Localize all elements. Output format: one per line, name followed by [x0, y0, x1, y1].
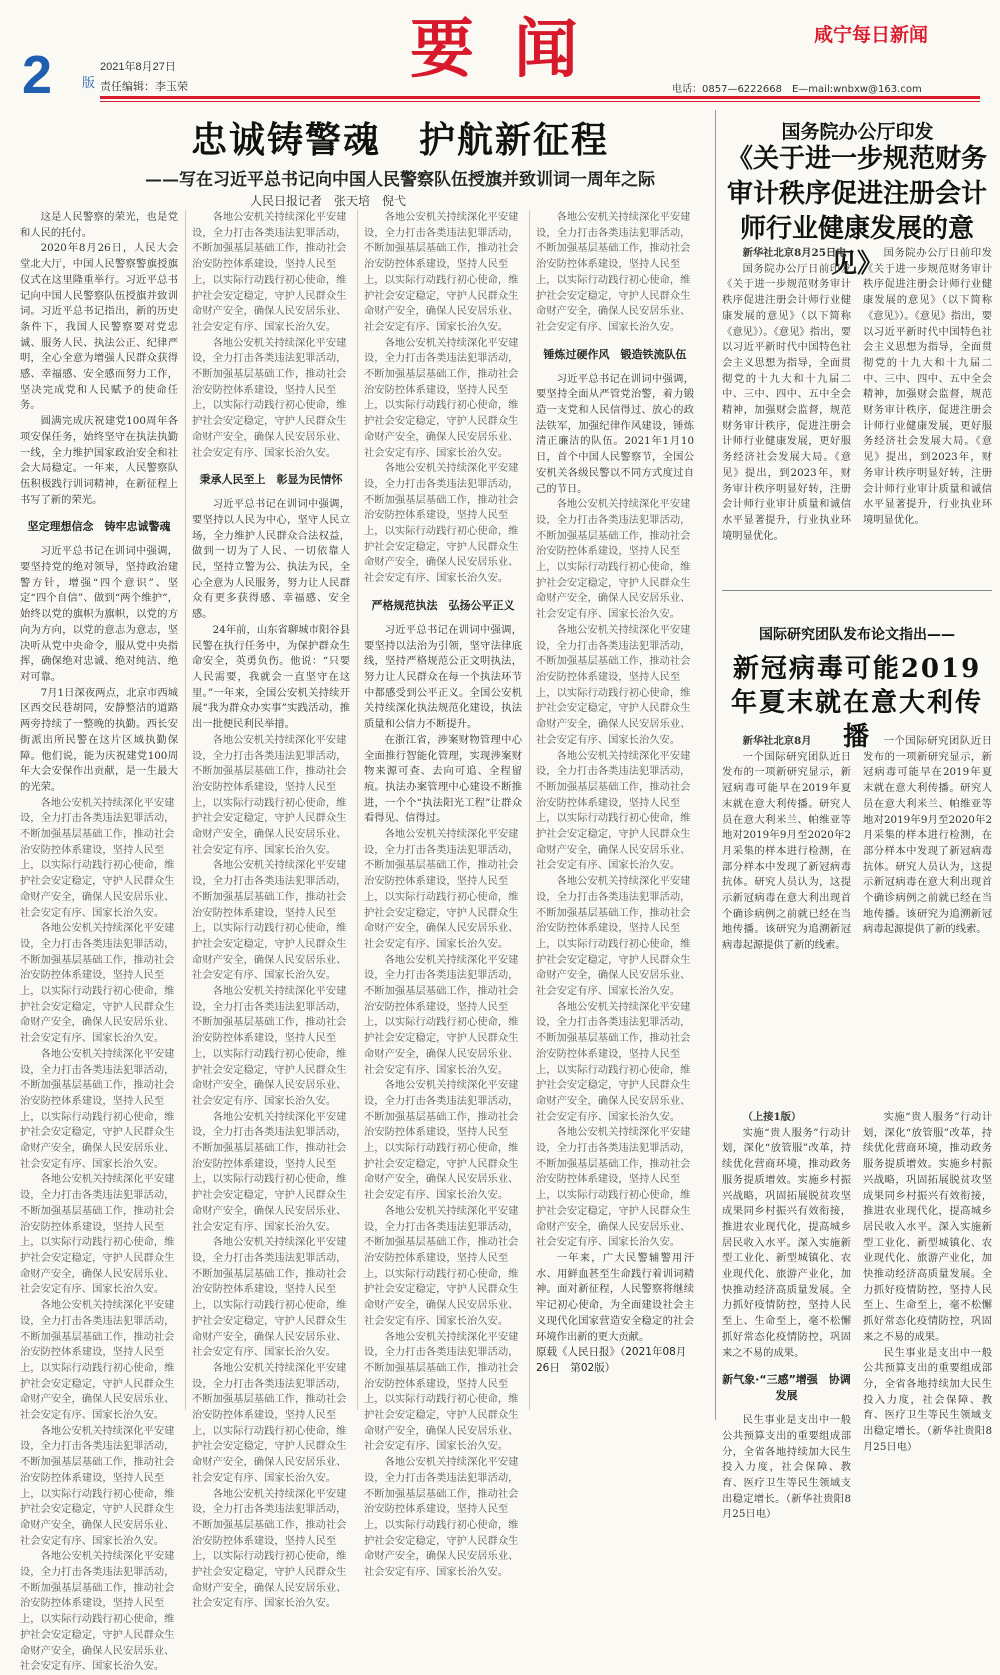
- paragraph: 各地公安机关持续深化平安建设，全力打击各类违法犯罪活动，不断加强基层基础工作，推动社会治安防控体系建设，坚持人民至上，以实际行动践行初心使命，维护社会安定稳定，守护人民群众生命财产安全，确保人民安居乐业、社会安定有序、国家长治久安。: [192, 211, 347, 333]
- paragraph: 习近平总书记在训词中强调，要坚持党的绝对领导，坚持政治建警方针，增强“四个意识”、坚定“四个自信”、做到“两个维护”，始终以党的旗帜为旗帜，以党的方向为方向，以党的意志为意志，坚决听从党中央命令，服从党中央指挥，确保绝对忠诚、绝对纯洁、绝对可靠。: [20, 545, 178, 683]
- masthead-rule: [100, 96, 980, 99]
- article-column-4: [536, 210, 694, 1410]
- paragraph: 各地公安机关持续深化平安建设，全力打击各类违法犯罪活动，不断加强基层基础工作，推动社会治安防控体系建设，坚持人民至上，以实际行动践行初心使命，维护社会安定稳定，守护人民群众生命财产安全，确保人民安居乐业、社会安定有序、国家长治久安。: [192, 1487, 347, 1610]
- byline: 人民日报记者 张天培 倪弋: [250, 194, 407, 208]
- paragraph: 各地公安机关持续深化平安建设，全力打击各类违法犯罪活动，不断加强基层基础工作，推动社会治安防控体系建设，坚持人民至上，以实际行动践行初心使命，维护社会安定稳定，守护人民群众生命财产安全，确保人民安居乐业、社会安定有序、国家长治久安。: [20, 922, 175, 1045]
- section-heading: 新气象·“三感”增强 协调发展: [722, 1373, 851, 1403]
- article-column: [863, 246, 992, 578]
- article-column: [722, 734, 851, 1099]
- paragraph: 各地公安机关持续深化平安建设，全力打击各类违法犯罪活动，不断加强基层基础工作，推动社会治安防控体系建设，坚持人民至上，以实际行动践行初心使命，维护社会安定稳定，守护人民群众生命财产安全，确保人民安居乐业、社会安定有序、国家长治久安。: [536, 1126, 691, 1249]
- continuation-label: （上接1版）: [742, 1111, 802, 1123]
- paragraph: 习近平总书记在训词中强调，要坚持以法治为引领，坚守法律底线，坚持严格规范公正文明执法，努力让人民群众在每一个执法环节中都感受到公平正义。全国公安机关持续深化执法规范化建设，执法质量和公信力不断提升。: [364, 623, 522, 731]
- paragraph: 各地公安机关持续深化平安建设，全力打击各类违法犯罪活动，不断加强基层基础工作，推动社会治安防控体系建设，坚持人民至上，以实际行动践行初心使命，维护社会安定稳定，守护人民群众生命财产安全，确保人民安居乐业、社会安定有序、国家长治久安。: [20, 1424, 175, 1547]
- article-column: [722, 246, 851, 578]
- paragraph: 各地公安机关持续深化平安建设，全力打击各类违法犯罪活动，不断加强基层基础工作，推动社会治安防控体系建设，坚持人民至上，以实际行动践行初心使命，维护社会安定稳定，守护人民群众生命财产安全，确保人民安居乐业、社会安定有序、国家长治久安。: [364, 462, 519, 585]
- paragraph: 各地公安机关持续深化平安建设，全力打击各类违法犯罪活动，不断加强基层基础工作，推动社会治安防控体系建设，坚持人民至上，以实际行动践行初心使命，维护社会安定稳定，守护人民群众生命财产安全，确保人民安居乐业、社会安定有序、国家长治久安。: [536, 875, 691, 998]
- paragraph: 各地公安机关持续深化平安建设，全力打击各类违法犯罪活动，不断加强基层基础工作，推动社会治安防控体系建设，坚持人民至上，以实际行动践行初心使命，维护社会安定稳定，守护人民群众生命财产安全，确保人民安居乐业、社会安定有序、国家长治久安。: [364, 828, 519, 950]
- paragraph: 各地公安机关持续深化平安建设，全力打击各类违法犯罪活动，不断加强基层基础工作，推动社会治安防控体系建设，坚持人民至上，以实际行动践行初心使命，维护社会安定稳定，守护人民群众生命财产安全，确保人民安居乐业、社会安定有序、国家长治久安。: [192, 859, 347, 982]
- article-separator: [722, 590, 992, 591]
- article-column-1: [20, 210, 178, 1673]
- column-rule: [357, 210, 358, 1410]
- paragraph: 一个国际研究团队近日发布的一项新研究显示，新冠病毒可能早在2019年夏末就在意大利传播。研究人员在意大利米兰、帕维亚等地对2019年9月至2020年2月采集的样本进行检测，在部分样本中发现了新冠病毒抗体。研究人员认为，这提示新冠病毒在意大利出现首个确诊病例之前就已经在当地传播。该研究为追溯新冠病毒起源提供了新的线索。: [863, 735, 992, 936]
- article-kicker: 国务院办公厅印发: [781, 121, 934, 143]
- article-body: [722, 246, 992, 578]
- paragraph: 各地公安机关持续深化平安建设，全力打击各类违法犯罪活动，不断加强基层基础工作，推动社会治安防控体系建设，坚持人民至上，以实际行动践行初心使命，维护社会安定稳定，守护人民群众生命财产安全，确保人民安居乐业、社会安定有序、国家长治久安。: [364, 953, 519, 1076]
- paragraph: 各地公安机关持续深化平安建设，全力打击各类违法犯罪活动，不断加强基层基础工作，推动社会治安防控体系建设，坚持人民至上，以实际行动践行初心使命，维护社会安定稳定，守护人民群众生命财产安全，确保人民安居乐业、社会安定有序、国家长治久安。: [192, 1361, 347, 1484]
- dateline: 新华社北京8月25日电: [742, 247, 847, 259]
- masthead-rule-thin: [100, 101, 980, 102]
- column-rule: [185, 210, 186, 1410]
- paragraph: 各地公安机关持续深化平安建设，全力打击各类违法犯罪活动，不断加强基层基础工作，推动社会治安防控体系建设，坚持人民至上，以实际行动践行初心使命，维护社会安定稳定，守护人民群众生命财产安全，确保人民安居乐业、社会安定有序、国家长治久安。: [364, 1079, 519, 1202]
- paragraph: 圆满完成庆祝建党100周年各项安保任务，始终坚守在执法执勤一线，全力维护国家政治安全和社会大局稳定。一年来，人民警察队伍积极践行训词精神，在新征程上书写了新的荣光。: [20, 415, 178, 506]
- paragraph: 各地公安机关持续深化平安建设，全力打击各类违法犯罪活动，不断加强基层基础工作，推动社会治安防控体系建设，坚持人民至上，以实际行动践行初心使命，维护社会安定稳定，守护人民群众生命财产安全，确保人民安居乐业、社会安定有序、国家长治久安。: [364, 1456, 519, 1579]
- paragraph: 各地公安机关持续深化平安建设，全力打击各类违法犯罪活动，不断加强基层基础工作，推动社会治安防控体系建设，坚持人民至上，以实际行动践行初心使命，维护社会安定稳定，守护人民群众生命财产安全，确保人民安居乐业、社会安定有序、国家长治久安。: [536, 1000, 691, 1123]
- section-heading: 坚定理想信念 铸牢忠诚警魂: [27, 520, 171, 534]
- paragraph: 各地公安机关持续深化平安建设，全力打击各类违法犯罪活动，不断加强基层基础工作，推动社会治安防控体系建设，坚持人民至上，以实际行动践行初心使命，维护社会安定稳定，守护人民群众生命财产安全，确保人民安居乐业、社会安定有序、国家长治久安。: [192, 1110, 347, 1233]
- paragraph: 实施“贵人服务”行动计划，深化“放管服”改革，持续优化营商环境，推动政务服务提质增效。实施乡村振兴战略，巩固拓展脱贫攻坚成果同乡村振兴有效衔接，推进农业现代化，提高城乡居民收入水平。深入实施新型工业化、新型城镇化、农业现代化、旅游产业化，加快推动经济高质量发展。全力抓好疫情防控，坚持人民至上、生命至上，毫不松懈抓好常态化疫情防控，巩固来之不易的成果。: [863, 1111, 992, 1343]
- article-kicker: 国际研究团队发布论文指出——: [759, 627, 955, 643]
- paragraph: 实施“贵人服务”行动计划，深化“放管服”改革，持续优化营商环境，推动政务服务提质增效。实施乡村振兴战略，巩固拓展脱贫攻坚成果同乡村振兴有效衔接，推进农业现代化，提高城乡居民收入水平。深入实施新型工业化、新型城镇化、农业现代化、旅游产业化，加快推动经济高质量发展。全力抓好疫情防控，坚持人民至上、生命至上，毫不松懈抓好常态化疫情防控，巩固来之不易的成果。: [722, 1126, 851, 1359]
- article-column-2: [192, 210, 350, 1610]
- paragraph: 各地公安机关持续深化平安建设，全力打击各类违法犯罪活动，不断加强基层基础工作，推动社会治安防控体系建设，坚持人民至上，以实际行动践行初心使命，维护社会安定稳定，守护人民群众生命财产安全，确保人民安居乐业、社会安定有序、国家长治久安。: [536, 623, 691, 746]
- article-headline: 《关于进一步规范财务审计秩序促进注册会计师行业健康发展的意见》: [726, 144, 987, 279]
- article-column: [722, 1110, 851, 1521]
- paragraph: 7月1日深夜两点，北京市西城区西交民巷胡同，安静整洁的道路两旁持续了一整晚的执勤。西长安街派出所民警在这片区域执勤保障。他们说，能为庆祝建党100周年大会安保作出贡献，是一生最大的光荣。: [20, 686, 178, 793]
- paragraph: 国务院办公厅日前印发《关于进一步规范财务审计秩序促进注册会计师行业健康发展的意见》（以下简称《意见》）。《意见》指出，要以习近平新时代中国特色社会主义思想为指导，全面贯彻党的十九大和十九届二中、三中、四中、五中全会精神，加强财会监督，规范财务审计秩序，促进注册会计师行业健康发展，更好服务经济社会发展大局。《意见》提出，到2023年，财务审计秩序明显好转，注册会计师行业审计质量和诚信水平显著提升，行业执业环境明显优化。: [863, 247, 992, 526]
- article-headline: 新冠病毒可能2019年夏末就在意大利传播: [730, 654, 983, 752]
- article-body: [722, 1110, 992, 1521]
- paragraph: 各地公安机关持续深化平安建设，全力打击各类违法犯罪活动，不断加强基层基础工作，推动社会治安防控体系建设，坚持人民至上，以实际行动践行初心使命，维护社会安定稳定，守护人民群众生命财产安全，确保人民安居乐业、社会安定有序、国家长治久安。: [536, 211, 691, 333]
- dateline: 新华社北京8月: [742, 735, 812, 747]
- paragraph: 各地公安机关持续深化平安建设，全力打击各类违法犯罪活动，不断加强基层基础工作，推动社会治安防控体系建设，坚持人民至上，以实际行动践行初心使命，维护社会安定稳定，守护人民群众生命财产安全，确保人民安居乐业、社会安定有序、国家长治久安。: [364, 211, 519, 333]
- issue-date: 2021年8月27日: [100, 61, 176, 73]
- paragraph: 各地公安机关持续深化平安建设，全力打击各类违法犯罪活动，不断加强基层基础工作，推动社会治安防控体系建设，坚持人民至上，以实际行动践行初心使命，维护社会安定稳定，守护人民群众生命财产安全，确保人民安居乐业、社会安定有序、国家长治久安。: [20, 796, 175, 919]
- paragraph: 各地公安机关持续深化平安建设，全力打击各类违法犯罪活动，不断加强基层基础工作，推动社会治安防控体系建设，坚持人民至上，以实际行动践行初心使命，维护社会安定稳定，守护人民群众生命财产安全，确保人民安居乐业、社会安定有序、国家长治久安。: [364, 336, 519, 459]
- paragraph: 24年前，山东省聊城市阳谷县民警在执行任务中，为保护群众生命安全，英勇负伤。他说：“只要人民需要，我就会一直坚守在这里。”一年来，全国公安机关持续开展“我为群众办实事”实践活动，推出一批便民利民举措。: [192, 623, 350, 731]
- paper-name: 咸宁每日新闻: [814, 24, 929, 46]
- section-title: 要闻: [410, 12, 618, 87]
- paragraph: 各地公安机关持续深化平安建设，全力打击各类违法犯罪活动，不断加强基层基础工作，推动社会治安防控体系建设，坚持人民至上，以实际行动践行初心使命，维护社会安定稳定，守护人民群众生命财产安全，确保人民安居乐业、社会安定有序、国家长治久安。: [536, 498, 691, 621]
- article-body: [722, 734, 992, 1099]
- main-subheadline: ——写在习近平总书记向中国人民警察队伍授旗并致训词一周年之际: [145, 170, 655, 190]
- article-column: [863, 1110, 992, 1453]
- editor-line: 责任编辑：李玉荣: [100, 80, 188, 93]
- paragraph: 各地公安机关持续深化平安建设，全力打击各类违法犯罪活动，不断加强基层基础工作，推动社会治安防控体系建设，坚持人民至上，以实际行动践行初心使命，维护社会安定稳定，守护人民群众生命财产安全，确保人民安居乐业、社会安定有序、国家长治久安。: [192, 733, 347, 856]
- article-column: [863, 734, 992, 1099]
- paragraph: 各地公安机关持续深化平安建设，全力打击各类违法犯罪活动，不断加强基层基础工作，推动社会治安防控体系建设，坚持人民至上，以实际行动践行初心使命，维护社会安定稳定，守护人民群众生命财产安全，确保人民安居乐业、社会安定有序、国家长治久安。: [536, 749, 691, 872]
- paragraph: 各地公安机关持续深化平安建设，全力打击各类违法犯罪活动，不断加强基层基础工作，推动社会治安防控体系建设，坚持人民至上，以实际行动践行初心使命，维护社会安定稳定，守护人民群众生命财产安全，确保人民安居乐业、社会安定有序、国家长治久安。: [20, 1299, 175, 1422]
- paragraph: 民生事业是支出中一般公共预算支出的重要组成部分，全省各地持续加大民生投入力度，社会保障、教育、医疗卫生等民生领域支出稳定增长。（新华社贵阳8月25日电）: [863, 1346, 992, 1453]
- article-column-3: [364, 210, 522, 1579]
- main-headline: 忠诚铸警魂 护航新征程: [190, 119, 609, 161]
- page-number: 2: [22, 45, 53, 105]
- paragraph: 各地公安机关持续深化平安建设，全力打击各类违法犯罪活动，不断加强基层基础工作，推动社会治安防控体系建设，坚持人民至上，以实际行动践行初心使命，维护社会安定稳定，守护人民群众生命财产安全，确保人民安居乐业、社会安定有序、国家长治久安。: [364, 1204, 519, 1327]
- paragraph: 2020年8月26日，人民大会堂北大厅，中国人民警察警旗授旗仪式在这里隆重举行。习近平总书记向中国人民警察队伍授旗并致训词。习近平总书记指出，新的历史条件下，我国人民警察要对党忠诚、服务人民、执法公正、纪律严明，全心全意为增强人民群众获得感、幸福感、安全感而努力工作，坚决完成党和人民赋予的使命任务。: [20, 242, 178, 412]
- paragraph: 各地公安机关持续深化平安建设，全力打击各类违法犯罪活动，不断加强基层基础工作，推动社会治安防控体系建设，坚持人民至上，以实际行动践行初心使命，维护社会安定稳定，守护人民群众生命财产安全，确保人民安居乐业、社会安定有序、国家长治久安。: [192, 985, 347, 1107]
- paragraph: 各地公安机关持续深化平安建设，全力打击各类违法犯罪活动，不断加强基层基础工作，推动社会治安防控体系建设，坚持人民至上，以实际行动践行初心使命，维护社会安定稳定，守护人民群众生命财产安全，确保人民安居乐业、社会安定有序、国家长治久安。: [192, 336, 347, 459]
- paragraph: 各地公安机关持续深化平安建设，全力打击各类违法犯罪活动，不断加强基层基础工作，推动社会治安防控体系建设，坚持人民至上，以实际行动践行初心使命，维护社会安定稳定，守护人民群众生命财产安全，确保人民安居乐业、社会安定有序、国家长治久安。: [192, 1236, 347, 1359]
- contact-line: 电话：0857—6222668 E—mail:wnbxw@163.com: [672, 84, 922, 95]
- section-heading: 秉承人民至上 彰显为民情怀: [199, 473, 343, 487]
- paragraph: 在浙江省，涉案财物管理中心全面推行智能化管理，实现涉案财物来源可查、去向可追、全程留痕。执法办案管理中心建设不断推进，一个个“执法阳光工程”让群众看得见、信得过。: [364, 733, 522, 825]
- paragraph: 各地公安机关持续深化平安建设，全力打击各类违法犯罪活动，不断加强基层基础工作，推动社会治安防控体系建设，坚持人民至上，以实际行动践行初心使命，维护社会安定稳定，守护人民群众生命财产安全，确保人民安居乐业、社会安定有序、国家长治久安。: [20, 1173, 175, 1296]
- column-rule: [529, 210, 530, 1410]
- section-heading: 锤炼过硬作风 锻造铁流队伍: [543, 347, 687, 361]
- paragraph: 习近平总书记在训词中强调，要坚持全面从严管党治警，着力锻造一支党和人民信得过、放心的政法铁军，加强纪律作风建设，锤炼清正廉洁的队伍。2021年1月10日，首个中国人民警察节，全国公安机关各级民警以不同方式度过自己的节日。: [536, 372, 694, 495]
- page-suffix: 版: [82, 76, 96, 91]
- main-article-body: [20, 210, 700, 1673]
- article-source: 原载《人民日报》（2021年08月26日 第02版）: [536, 1346, 687, 1374]
- paragraph: 民生事业是支出中一般公共预算支出的重要组成部分，全省各地持续加大民生投入力度，社会保障、教育、医疗卫生等民生领域支出稳定增长。（新华社贵阳8月25日电）: [722, 1414, 851, 1521]
- paragraph: 各地公安机关持续深化平安建设，全力打击各类违法犯罪活动，不断加强基层基础工作，推动社会治安防控体系建设，坚持人民至上，以实际行动践行初心使命，维护社会安定稳定，守护人民群众生命财产安全，确保人民安居乐业、社会安定有序、国家长治久安。: [364, 1330, 519, 1453]
- column-divider: [715, 110, 716, 1420]
- section-heading: 严格规范执法 弘扬公平正义: [371, 598, 515, 612]
- paragraph: 国务院办公厅日前印发《关于进一步规范财务审计秩序促进注册会计师行业健康发展的意见》（以下简称《意见》）。《意见》指出，要以习近平新时代中国特色社会主义思想为指导，全面贯彻党的十九大和十九届二中、三中、四中、五中全会精神，加强财会监督，规范财务审计秩序，促进注册会计师行业健康发展，更好服务经济社会发展大局。《意见》提出，到2023年，财务审计秩序明显好转，注册会计师行业审计质量和诚信水平显著提升，行业执业环境明显优化。: [722, 262, 851, 542]
- paragraph: 一个国际研究团队近日发布的一项新研究显示，新冠病毒可能早在2019年夏末就在意大利传播。研究人员在意大利米兰、帕维亚等地对2019年9月至2020年2月采集的样本进行检测，在部分样本中发现了新冠病毒抗体。研究人员认为，这提示新冠病毒在意大利出现首个确诊病例之前就已经在当地传播。该研究为追溯新冠病毒起源提供了新的线索。: [722, 750, 851, 952]
- paragraph: 各地公安机关持续深化平安建设，全力打击各类违法犯罪活动，不断加强基层基础工作，推动社会治安防控体系建设，坚持人民至上，以实际行动践行初心使命，维护社会安定稳定，守护人民群众生命财产安全，确保人民安居乐业、社会安定有序、国家长治久安。: [20, 1550, 175, 1673]
- paragraph: 一年来，广大民警辅警用汗水、用鲜血甚至生命践行着训词精神。面对新征程，人民警察将继续牢记初心使命，为全面建设社会主义现代化国家营造安全稳定的社会环境作出新的更大贡献。: [536, 1252, 694, 1343]
- paragraph: 这是人民警察的荣光，也是党和人民的托付。: [20, 211, 178, 239]
- paragraph: 各地公安机关持续深化平安建设，全力打击各类违法犯罪活动，不断加强基层基础工作，推动社会治安防控体系建设，坚持人民至上，以实际行动践行初心使命，维护社会安定稳定，守护人民群众生命财产安全，确保人民安居乐业、社会安定有序、国家长治久安。: [20, 1047, 175, 1170]
- paragraph: 习近平总书记在训词中强调，要坚持以人民为中心，坚守人民立场，全力维护人民群众合法权益，做到一切为了人民、一切依靠人民，坚持立警为公、执法为民，全心全意为人民服务，努力让人民群众有更多获得感、幸福感、安全感。: [192, 498, 350, 621]
